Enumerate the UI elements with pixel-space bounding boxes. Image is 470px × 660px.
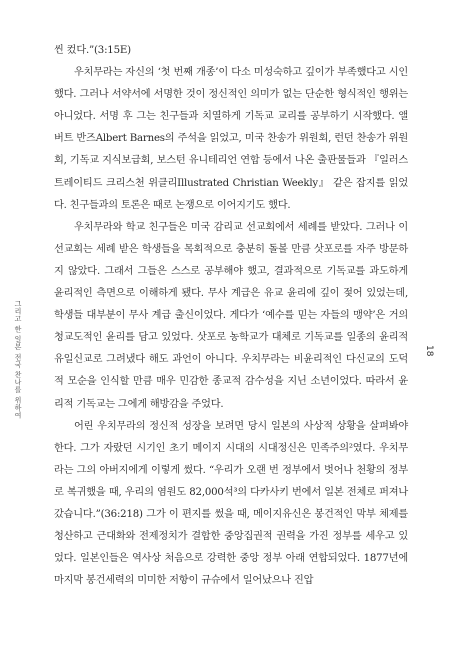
paragraph-continuation: 씬 컸다.”(3:15E) — [54, 45, 131, 56]
paragraph-meiji-era: 어린 우치무라의 정신적 성장을 보려면 당시 일본의 사상적 상황을 살펴봐야 한다. 그가 자랐던 시기인 초기 메이지 시대의 시대정신은 민족주의²였다. 우치무라는 그의 아버지에게 이렇게 썼다. “우리가 오랜 번 정부에서 벗어나 천황의 정부로 복귀했을 때, 우리의 염원도 82,000석³의 다카사키 번에서 일본 전체로 퍼져나갔습니다.”(36:218) 그가 이 편지를 썼을 때, 메이지유신은 봉건적인 막부 체제를 청산하고 근대화와 전제정치가 결합한 중앙집권적 권력을 가진 정부를 세우고 있었다. 일본인들은 역사상 처음으로 강력한 중앙 정부 아래 연합되었다. 1877년에 마지막 봉건세력의 미미한 저항이 규슈에서 일어났으나 진압 — [54, 420, 408, 587]
paragraph-first-conversion: 우치무라는 자신의 ‘첫 번째 개종’이 다소 미성숙하고 깊이가 부족했다고 시인했다. 그러나 서약서에 서명한 것이 정신적인 의미가 없는 단순한 형식적인 행위는 아니었다. 서명 후 그는 친구들과 치열하게 기독교 교리를 공부하기 시작했다. 앨버트 반즈Albert Barnes의 주석을 읽었고, 미국 찬송가 위원회, 런던 찬송가 위원회, 기독교 지식보급회, 보스턴 유니테리언 연합 등에서 나온 출판물들과 『일러스트레이티드 크리스천 위클리Illustrated Christian Weekly』 같은 잡지를 읽었다. 친구들과의 토론은 때로 논쟁으로 이어지기도 했다. — [54, 67, 408, 211]
page-number: 18 — [424, 345, 434, 357]
running-head: 그리고 한 일본 전국 찬나를 위하여 — [14, 300, 22, 419]
page-body — [54, 40, 408, 592]
paragraph-baptism: 우치무라와 학교 친구들은 미국 감리교 선교회에서 세례를 받았다. 그러나 이 선교회는 세례 받은 학생들을 목회적으로 충분히 돌볼 만큼 삿포로를 자주 방문하지 않았다. 그래서 그들은 스스로 공부해야 했고, 결과적으로 기독교를 과도하게 윤리적인 측면으로 이해하게 됐다. 무사 계급은 유교 윤리에 깊이 젖어 있었는데, 학생들 대부분이 무사 계급 출신이었다. 게다가 ‘예수를 믿는 자들의 맹약’은 거의 청교도적인 윤리를 담고 있었다. 삿포로 농학교가 대체로 기독교를 일종의 윤리적 유일신교로 그려냈다 해도 과언이 아니다. 우치무라는 비윤리적인 다신교의 도덕적 모순을 인식할 만큼 매우 민감한 종교적 감수성을 지닌 소년이었다. 따라서 윤리적 기독교는 그에게 해방감을 주었다. — [54, 221, 408, 410]
